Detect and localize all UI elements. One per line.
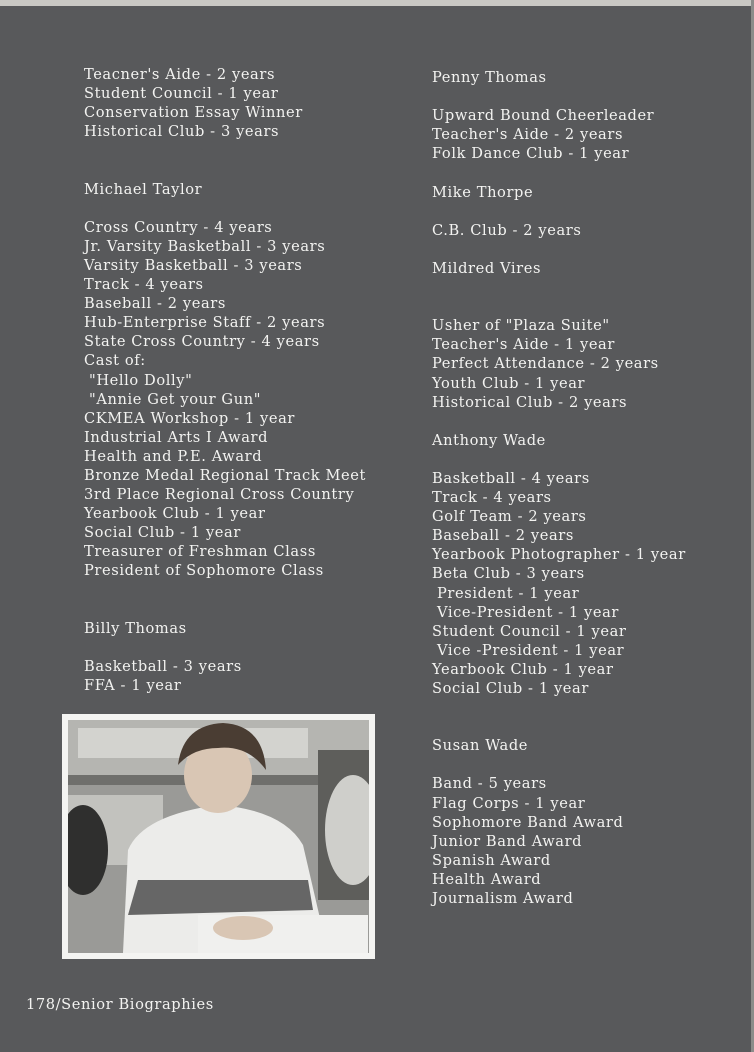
left-column bbox=[84, 65, 366, 695]
bio-item: Health and P.E. Award bbox=[84, 447, 263, 465]
bio-item: Cast of: bbox=[84, 352, 146, 370]
bio-item: FFA - 1 year bbox=[84, 677, 182, 694]
bio-item: Jr. Varsity Basketball - 3 years bbox=[84, 237, 326, 255]
bio-item: Bronze Medal Regional Track Meet bbox=[84, 466, 366, 484]
bio-item: Usher of "Plaza Suite" bbox=[432, 317, 610, 335]
bio-item: Hub-Enterprise Staff - 2 years bbox=[84, 314, 326, 332]
bio-item: Golf Team - 2 years bbox=[432, 508, 587, 526]
bio-item: 3rd Place Regional Cross Country bbox=[84, 486, 355, 504]
bio-item: Baseball - 2 years bbox=[84, 295, 226, 313]
bio-item: Junior Band Award bbox=[432, 832, 583, 850]
bio-item: "Hello Dolly" bbox=[89, 371, 193, 389]
student-photo-illustration bbox=[68, 720, 369, 953]
bio-item: Student Council - 1 year bbox=[84, 85, 279, 103]
student-name-penny-thomas: Penny Thomas bbox=[432, 69, 547, 86]
bio-item: Vice-President - 1 year bbox=[437, 603, 620, 621]
student-photo bbox=[68, 720, 369, 953]
bio-item: Beta Club - 3 years bbox=[432, 565, 585, 583]
bio-item: "Annie Get your Gun" bbox=[89, 390, 262, 408]
bio-item: Health Award bbox=[432, 870, 542, 888]
bio-item: Social Club - 1 year bbox=[84, 524, 241, 542]
bio-item: Historical Club - 2 years bbox=[432, 393, 628, 411]
bio-item: Spanish Award bbox=[432, 851, 551, 869]
bio-item: Teacher's Aide - 1 year bbox=[432, 336, 615, 354]
bio-item: Teacner's Aide - 2 years bbox=[84, 66, 276, 83]
page-footer: 178/Senior Biographies bbox=[26, 996, 214, 1013]
bio-item: Perfect Attendance - 2 years bbox=[432, 355, 659, 373]
student-photo-frame bbox=[62, 714, 375, 959]
bio-item: Basketball - 4 years bbox=[432, 469, 590, 487]
bio-item: Basketball - 3 years bbox=[84, 657, 242, 675]
bio-item: Track - 4 years bbox=[84, 276, 204, 294]
bio-item: Treasurer of Freshman Class bbox=[84, 543, 316, 561]
bio-item: Youth Club - 1 year bbox=[432, 374, 586, 392]
bio-item: Flag Corps - 1 year bbox=[432, 794, 586, 812]
bio-item: Yearbook Photographer - 1 year bbox=[432, 546, 686, 564]
bio-item: Track - 4 years bbox=[432, 489, 552, 507]
bio-item: Baseball - 2 years bbox=[432, 527, 574, 545]
bio-item: Student Council - 1 year bbox=[432, 622, 627, 640]
bio-item: President of Sophomore Class bbox=[84, 562, 324, 580]
bio-item: Journalism Award bbox=[432, 890, 574, 908]
bio-item: Conservation Essay Winner bbox=[84, 104, 303, 122]
bio-item: Historical Club - 3 years bbox=[84, 123, 280, 141]
bio-item: Upward Bound Cheerleader bbox=[432, 107, 655, 125]
bio-item: Folk Dance Club - 1 year bbox=[432, 145, 630, 163]
right-column bbox=[432, 68, 686, 908]
page-top-edge bbox=[0, 0, 754, 6]
student-name-billy-thomas: Billy Thomas bbox=[84, 619, 187, 637]
bio-item: Yearbook Club - 1 year bbox=[432, 660, 614, 678]
student-name-anthony-wade: Anthony Wade bbox=[432, 431, 546, 449]
bio-item: Sophomore Band Award bbox=[432, 813, 624, 831]
bio-item: President - 1 year bbox=[437, 584, 580, 602]
bio-item: Social Club - 1 year bbox=[432, 680, 589, 697]
student-name-mike-thorpe: Mike Thorpe bbox=[432, 183, 534, 201]
bio-item: Industrial Arts I Award bbox=[84, 428, 269, 446]
bio-item: CKMEA Workshop - 1 year bbox=[84, 409, 295, 427]
bio-item: Vice -President - 1 year bbox=[437, 641, 625, 659]
student-name-mildred-vires: Mildred Vires bbox=[432, 259, 542, 277]
bio-item: State Cross Country - 4 years bbox=[84, 333, 320, 351]
student-name-susan-wade: Susan Wade bbox=[432, 737, 529, 755]
bio-item: Cross Country - 4 years bbox=[84, 218, 273, 236]
student-name-michael-taylor: Michael Taylor bbox=[84, 180, 203, 198]
bio-item: Teacher's Aide - 2 years bbox=[432, 126, 624, 144]
bio-item: Yearbook Club - 1 year bbox=[84, 505, 266, 523]
bio-item: C.B. Club - 2 years bbox=[432, 221, 582, 239]
bio-item: Band - 5 years bbox=[432, 775, 547, 793]
bio-item: Varsity Basketball - 3 years bbox=[84, 256, 303, 274]
